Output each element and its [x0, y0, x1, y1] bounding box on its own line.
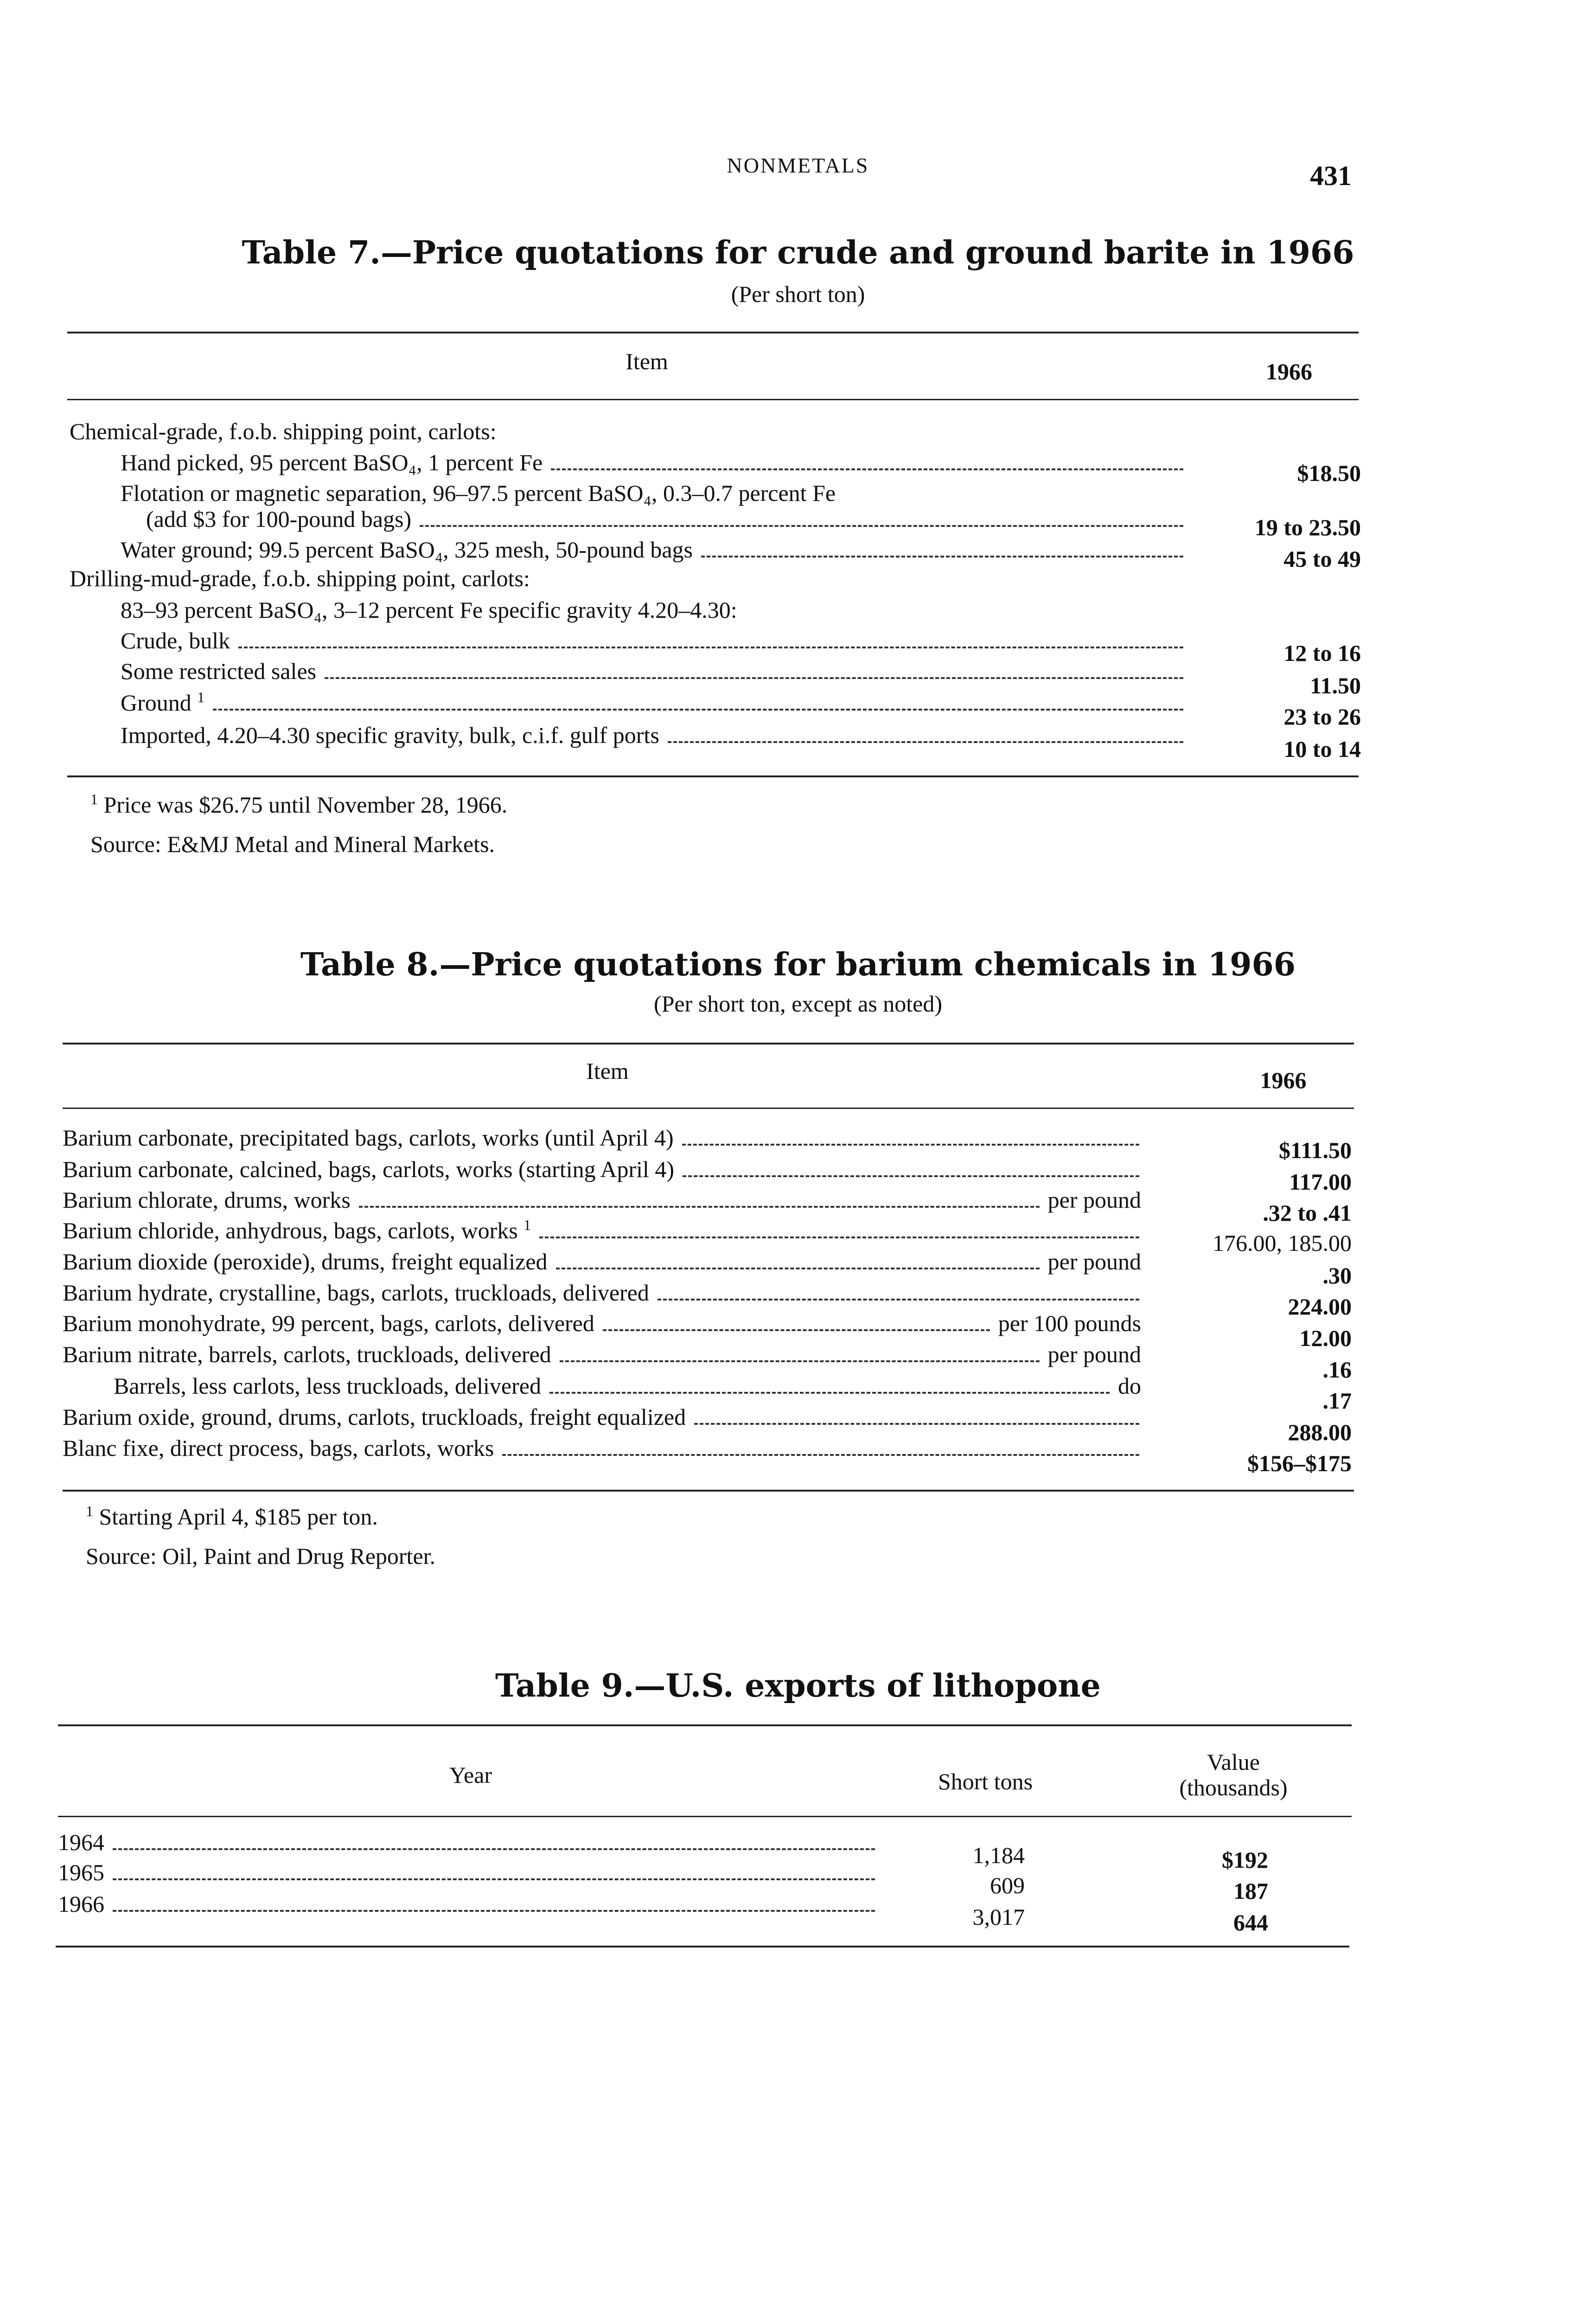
table8-subtitle: (Per short ton, except as noted): [653, 991, 943, 1017]
row-value: $192: [1222, 1847, 1268, 1873]
table7-subgroup: 83–93 percent BaSO₄, 3–12 percent Fe specific gravity 4.20–4.30:: [121, 597, 737, 623]
table-row: [63, 1343, 1148, 1366]
dot-leader: [549, 1392, 1110, 1394]
table-row: [121, 724, 1192, 747]
table9-title: Table 9.—U.S. exports of lithopone: [495, 1667, 1101, 1704]
dot-leader: [556, 1268, 1040, 1269]
table7-header-rule: [67, 399, 1359, 400]
row-value: .30: [1322, 1262, 1352, 1288]
row-label: Barrels, less carlots, less truckloads, delivered: [114, 1373, 541, 1399]
table9-col-value-1: Value: [1207, 1749, 1260, 1775]
row-value: 45 to 49: [1283, 546, 1361, 572]
row-value: 23 to 26: [1283, 704, 1361, 730]
unit-suffix: per 100 pounds: [998, 1310, 1141, 1336]
page-number: 431: [1310, 160, 1352, 191]
dot-leader: [683, 1175, 1139, 1177]
table-row: [63, 1250, 1148, 1273]
table9-col-value-2: (thousands): [1179, 1774, 1288, 1800]
table7-source: Source: E&MJ Metal and Mineral Markets.: [90, 831, 495, 857]
table9-bottom-rule: [56, 1946, 1349, 1947]
table-row: [121, 451, 1192, 474]
row-value-tons: 609: [990, 1872, 1025, 1898]
table-row: [63, 1158, 1148, 1181]
dot-leader: [359, 1206, 1040, 1208]
row-label: 1966: [58, 1891, 104, 1917]
dot-leader: [560, 1360, 1040, 1362]
row-label: Blanc fixe, direct process, bags, carlots, works: [63, 1435, 494, 1461]
row-value: 19 to 23.50: [1254, 514, 1361, 540]
table7-footnote: $^1$ Price was $26.75 until November 28, 1966.: [90, 791, 508, 818]
table9-col-tons: Short tons: [938, 1768, 1033, 1794]
row-label: Barium oxide, ground, drums, carlots, truckloads, freight equalized: [63, 1404, 686, 1430]
table-row: [63, 1281, 1148, 1304]
dot-leader: [113, 1910, 875, 1912]
row-label: Barium chlorate, drums, works: [63, 1187, 351, 1213]
row-value: 12 to 16: [1283, 640, 1361, 666]
row-value: 12.00: [1299, 1325, 1352, 1351]
table-row: [58, 1861, 883, 1884]
table-row: [121, 538, 1192, 561]
row-value: $156–$175: [1247, 1450, 1352, 1476]
row-value: 644: [1233, 1909, 1268, 1935]
row-value: $18.50: [1297, 460, 1361, 486]
table8-col-year: 1966: [1260, 1067, 1307, 1093]
unit-suffix: per pound: [1047, 1187, 1141, 1213]
table7-col-year: 1966: [1266, 359, 1312, 384]
dot-leader: [113, 1878, 875, 1880]
table-row: [146, 507, 1192, 531]
row-value-tons: 1,184: [972, 1842, 1025, 1868]
dot-leader: [325, 677, 1183, 679]
unit-suffix: per pound: [1047, 1249, 1141, 1275]
table9-col-year: Year: [449, 1762, 492, 1788]
row-label: Barium carbonate, precipitated bags, carlots, works (until April 4): [63, 1125, 674, 1151]
row-label: Ground $^1$: [121, 689, 205, 716]
row-value: 117.00: [1289, 1169, 1352, 1195]
row-label: Barium carbonate, calcined, bags, carlots, works (starting April 4): [63, 1156, 675, 1182]
table8-bottom-rule: [63, 1490, 1354, 1492]
unit-suffix: per pound: [1047, 1341, 1141, 1367]
row-value-tons: 3,017: [972, 1904, 1025, 1930]
row-value: .16: [1322, 1357, 1352, 1383]
row-label: Flotation or magnetic separation, 96–97.5 percent BaSO₄, 0.3–0.7 percent Fe: [121, 480, 836, 506]
row-value: 187: [1233, 1878, 1268, 1904]
dot-leader: [701, 556, 1183, 557]
table7-bottom-rule: [67, 775, 1359, 777]
table-row: [114, 1374, 1148, 1397]
row-value: 176.00, 185.00: [1213, 1230, 1352, 1256]
unit-suffix: do: [1118, 1373, 1141, 1399]
dot-leader: [658, 1299, 1139, 1300]
dot-leader: [213, 709, 1183, 711]
dot-leader: [238, 647, 1183, 648]
row-label: Water ground; 99.5 percent BaSO₄, 325 mesh, 50-pound bags: [121, 537, 693, 563]
dot-leader: [682, 1144, 1139, 1146]
dot-leader: [603, 1329, 990, 1331]
table8-source: Source: Oil, Paint and Drug Reporter.: [86, 1543, 436, 1569]
row-label: 1965: [58, 1859, 104, 1885]
row-label: Some restricted sales: [121, 658, 317, 684]
row-label: Imported, 4.20–4.30 specific gravity, bulk, c.i.f. gulf ports: [121, 722, 659, 748]
dot-leader: [668, 741, 1183, 743]
row-value: .32 to .41: [1263, 1200, 1352, 1226]
row-value: .17: [1322, 1388, 1352, 1414]
row-value: 288.00: [1288, 1419, 1352, 1445]
table-row: [121, 691, 1192, 714]
row-value: 10 to 14: [1283, 736, 1361, 762]
table7-group-drilling: Drilling-mud-grade, f.o.b. shipping point, carlots:: [70, 565, 530, 591]
table8-title: Table 8.—Price quotations for barium chemicals in 1966: [300, 946, 1296, 983]
table-row: [121, 660, 1192, 683]
table-row: [63, 1188, 1148, 1211]
table8-header-rule: [63, 1108, 1354, 1109]
table7-group-chemical: Chemical-grade, f.o.b. shipping point, carlots:: [70, 418, 497, 444]
row-label: (add $3 for 100-pound bags): [146, 506, 412, 532]
table-row: [121, 629, 1192, 652]
row-label: Barium dioxide (peroxide), drums, freight equalized: [63, 1249, 548, 1275]
table7-title: Table 7.—Price quotations for crude and ground barite in 1966: [242, 234, 1354, 271]
row-label: 1964: [58, 1829, 104, 1855]
dot-leader: [502, 1454, 1139, 1456]
table8-top-rule: [63, 1043, 1354, 1044]
running-head: NONMETALS: [727, 154, 869, 177]
table8-footnote: $^1$ Starting April 4, $185 per ton.: [86, 1503, 378, 1530]
table-row: [58, 1831, 883, 1854]
dot-leader: [113, 1848, 875, 1850]
table-row: [63, 1219, 1148, 1242]
row-label: Hand picked, 95 percent BaSO₄, 1 percent Fe: [121, 449, 543, 475]
table7-top-rule: [67, 332, 1359, 333]
row-label: Barium monohydrate, 99 percent, bags, carlots, delivered: [63, 1310, 594, 1336]
dot-leader: [420, 525, 1183, 527]
table9-top-rule: [58, 1724, 1352, 1726]
table-row: [63, 1405, 1148, 1429]
row-label: Barium chloride, anhydrous, bags, carlots, works $^1$: [63, 1217, 531, 1243]
row-label: Crude, bulk: [121, 628, 230, 653]
table-row: [63, 1126, 1148, 1149]
row-label: Barium nitrate, barrels, carlots, truckloads, delivered: [63, 1341, 551, 1367]
row-value: 224.00: [1288, 1294, 1352, 1320]
dot-leader: [694, 1423, 1139, 1425]
row-value: 11.50: [1310, 673, 1361, 698]
row-label: Barium hydrate, crystalline, bags, carlots, truckloads, delivered: [63, 1280, 649, 1306]
table-row: [63, 1436, 1148, 1460]
dot-leader: [551, 468, 1183, 470]
row-value: $111.50: [1279, 1137, 1352, 1163]
table7-subtitle: (Per short ton): [731, 281, 865, 307]
dot-leader: [539, 1236, 1139, 1238]
table7-col-item: Item: [626, 348, 668, 374]
table-row: [63, 1312, 1148, 1335]
table-row: [58, 1892, 883, 1915]
table8-col-item: Item: [586, 1058, 629, 1084]
table9-header-rule: [58, 1816, 1352, 1817]
